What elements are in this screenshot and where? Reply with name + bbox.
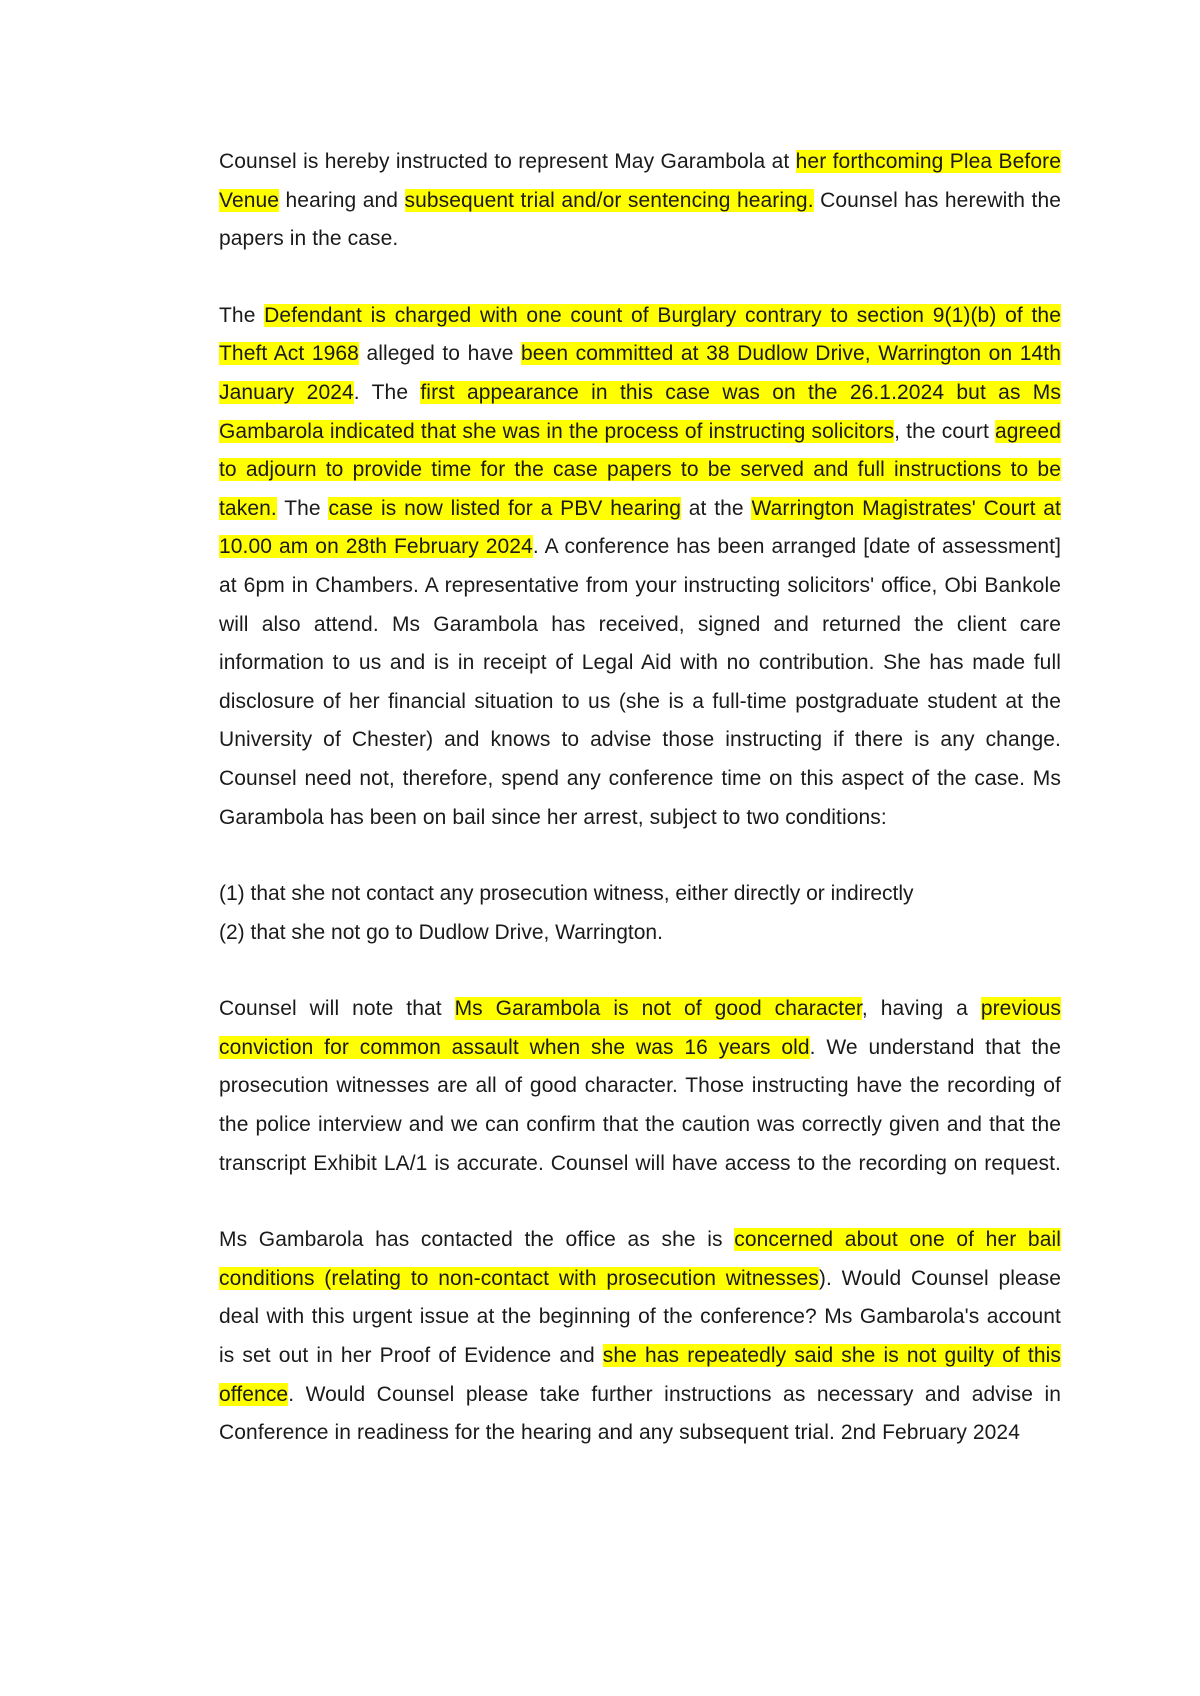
highlighted-text: been committed at 38 Dudlow Drive, Warrington on 14th January 2024 bbox=[219, 342, 1061, 404]
text-run: , the court bbox=[894, 419, 995, 443]
text-run: The bbox=[219, 303, 265, 327]
text-run: hearing and bbox=[279, 188, 405, 212]
text-run: alleged to have bbox=[358, 342, 522, 366]
document-page bbox=[219, 143, 1061, 1491]
text-run: ). Would Counsel please deal with this urgent issue at the beginning of the conference? Ms Gambarola's account is set out in her Proof of Evidence and bbox=[219, 1266, 1061, 1368]
text-run: . A conference has been arranged [date of assessment] at 6pm in Chambers. A representative from your instructing solicitors' office, Obi Bankole will also attend. Ms Garambola has received, signed and returned the client care information to us and is in receipt of Legal Aid with no contribution. She has made full disclosure of her financial situation to us (she is a full-time postgraduate student at the University of Chester) and knows to advise those instructing if there is any change. Counsel need not, therefore, spend any conference time on this aspect of the case. Ms Garambola has been on bail since her arrest, subject to two conditions: bbox=[219, 535, 1062, 829]
text-run: at the bbox=[680, 496, 752, 520]
text-run: Counsel is hereby instructed to represent May Garambola at bbox=[219, 150, 796, 173]
highlighted-text: her forthcoming Plea Before Venue bbox=[219, 150, 1061, 212]
text-run: Ms Gambarola has contacted the office as she is bbox=[219, 1228, 735, 1252]
paragraph-character bbox=[219, 990, 1061, 1183]
highlighted-text: she has repeatedly said she is not guilty of this offence bbox=[219, 1344, 1061, 1406]
paragraph-charge bbox=[219, 297, 1061, 837]
text-run: Counsel has herewith the papers in the case. bbox=[219, 188, 1061, 251]
highlighted-text: Ms Garambola is not of good character bbox=[454, 997, 862, 1021]
highlighted-text: agreed to adjourn to provide time for the case papers to be served and full instructions to be taken. bbox=[219, 419, 1061, 520]
highlighted-text: Warrington Magistrates' Court at 10.00 am on 28th February 2024 bbox=[219, 496, 1061, 559]
text-run: The bbox=[276, 496, 329, 520]
highlighted-text: previous conviction for common assault when she was 16 years old bbox=[219, 997, 1061, 1059]
text-run: . We understand that the prosecution witnesses are all of good character. Those instructing have the recording of the police interview and we can confirm that the caution was correctly given and that the transcript Exhibit LA/1 is accurate. Counsel will have access to the recording on request. bbox=[219, 1035, 1061, 1175]
text-run: . The bbox=[353, 380, 421, 404]
paragraph-bail-concern bbox=[219, 1221, 1061, 1453]
bail-condition-item: (2) that she not go to Dudlow Drive, Warrington. bbox=[219, 920, 663, 944]
text-run: Counsel will note that bbox=[219, 997, 455, 1021]
highlighted-text: first appearance in this case was on the 26.1.2024 but as Ms Gambarola indicated that she was in the process of instructing solicitors bbox=[219, 380, 1061, 443]
highlighted-text: case is now listed for a PBV hearing bbox=[328, 496, 681, 520]
highlighted-text: Defendant is charged with one count of Burglary contrary to section 9(1)(b) of the Theft Act 1968 bbox=[219, 303, 1061, 366]
text-run: , having a bbox=[861, 997, 981, 1021]
bail-conditions-list bbox=[219, 875, 1061, 952]
paragraph-instructions bbox=[219, 143, 1061, 259]
highlighted-text: concerned about one of her bail conditions (relating to non-contact with prosecution witnesses bbox=[219, 1228, 1061, 1290]
text-run: . Would Counsel please take further instructions as necessary and advise in Conference in readiness for the hearing and any subsequent trial. 2nd February 2024 bbox=[219, 1382, 1061, 1445]
bail-condition-item: (1) that she not contact any prosecution witness, either directly or indirectly bbox=[219, 882, 914, 906]
highlighted-text: subsequent trial and/or sentencing hearing. bbox=[404, 188, 814, 212]
